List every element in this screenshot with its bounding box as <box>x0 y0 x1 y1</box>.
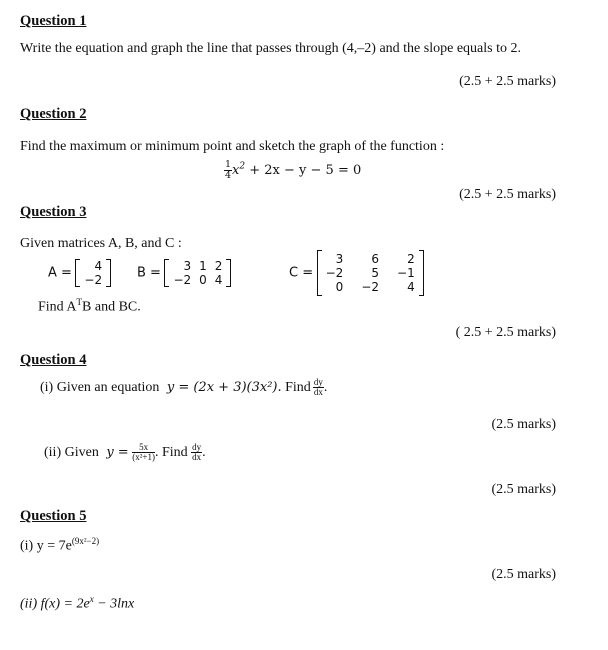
question-4-part-2-find: . Find <box>154 445 188 461</box>
matrix-b-cell: 0 <box>199 273 207 287</box>
question-5-part-2 <box>20 594 134 613</box>
question-3-find <box>38 297 141 316</box>
matrix-c-cell: 2 <box>407 252 415 266</box>
matrix-c-cell: 3 <box>335 252 344 266</box>
equation-rest: + 2x − y − 5 = 0 <box>249 162 362 178</box>
question-4-heading: Question 4 <box>20 352 87 368</box>
question-3-find-rest: B and BC. <box>82 299 141 315</box>
question-4-part-1: (i) Given an equation y = (2x + 3)(3x²). Find $\frac{dy}{dx}$ . <box>40 377 328 398</box>
transpose-superscript: T <box>76 297 83 307</box>
question-4-part-2-text: (ii) Given <box>44 445 99 461</box>
question-5-part-1-text: (i) y = 7e <box>20 538 72 554</box>
equation-x-squared: $x^2$ <box>232 161 246 178</box>
matrix-c-cell: 6 <box>371 252 380 266</box>
question-4-part-2-fraction <box>132 443 155 463</box>
matrix-c <box>289 250 424 296</box>
question-5-part-1-exponent: (9x²−2) <box>71 536 100 546</box>
question-4-part-2: (ii) Given y = $\frac{5x}{\text{(x²+1)}}$ . Find $\frac{dy}{dx}$ . <box>44 442 206 463</box>
matrix-b-cell: 2 <box>214 259 223 273</box>
question-3-find-text: Find A <box>38 299 77 315</box>
matrix-c-cell: 0 <box>335 280 344 294</box>
matrix-c-table <box>322 252 419 294</box>
fraction-numerator: 5x <box>132 443 155 453</box>
fraction-denominator: (x²+1) <box>132 452 155 463</box>
matrix-a-cell: 4 <box>94 259 103 273</box>
equation-fraction: $\frac{1}{4}$ <box>225 159 232 181</box>
question-2-text: Find the maximum or minimum point and sketch the graph of the function : <box>20 139 445 154</box>
matrix-c-cell: −2 <box>361 280 380 294</box>
question-5-part-1-marks: (2.5 marks) <box>491 567 556 582</box>
matrix-c-cell: 4 <box>407 280 415 294</box>
question-4-part-2-marks: (2.5 marks) <box>491 482 556 497</box>
matrix-c-cell: 5 <box>371 266 380 280</box>
matrix-b-cell: 3 <box>183 259 192 273</box>
derivative-fraction <box>191 443 202 463</box>
matrix-b-label: B = <box>137 265 161 281</box>
matrix-c-label: C = <box>289 265 314 281</box>
question-2-equation <box>224 160 361 181</box>
matrix-a-table <box>80 259 106 287</box>
matrix-b-table <box>169 259 226 287</box>
question-3-intro: Given matrices A, B, and C : <box>20 236 182 251</box>
question-5-part-1 <box>20 536 99 555</box>
question-3-heading: Question 3 <box>20 204 87 220</box>
question-5-heading: Question 5 <box>20 508 87 524</box>
question-5-part-2-text: (ii) f(x) = 2e <box>20 596 90 612</box>
question-4-part-1-find: Find <box>285 380 311 396</box>
question-3-marks: ( 2.5 + 2.5 marks) <box>455 325 556 340</box>
matrix-c-cell: −2 <box>325 266 344 280</box>
dx-label: dx <box>192 452 202 463</box>
question-2-heading: Question 2 <box>20 106 87 122</box>
question-1-text: Write the equation and graph the line that passes through (4,–2) and the slope equals to 2. <box>20 41 521 56</box>
matrix-a-right-bracket <box>106 259 111 287</box>
question-4-part-1-text: (i) Given an equation <box>40 380 160 396</box>
question-4-part-2-y: y = <box>106 445 129 461</box>
matrix-c-cell: −1 <box>397 266 415 280</box>
matrix-b-right-bracket <box>226 259 231 287</box>
matrix-a-cell: −2 <box>84 273 103 287</box>
matrix-c-right-bracket <box>419 250 424 296</box>
matrix-a <box>48 259 111 287</box>
question-5-part-2-exponent: x <box>89 594 94 604</box>
dx-label: dx <box>313 387 323 398</box>
question-4-part-1-equation: y = (2x + 3)(3x²). <box>166 380 282 396</box>
matrix-b-cell: −2 <box>173 273 192 287</box>
matrix-b-cell: 1 <box>199 259 207 273</box>
matrix-b-cell: 4 <box>214 273 223 287</box>
dy-label: dy <box>313 377 323 387</box>
dy-label: dy <box>192 442 202 452</box>
matrix-b <box>137 259 231 287</box>
matrix-a-label: A = <box>48 265 72 281</box>
derivative-fraction <box>313 378 324 398</box>
question-4-part-1-marks: (2.5 marks) <box>491 417 556 432</box>
question-1-heading: Question 1 <box>20 13 87 29</box>
question-5-part-2-rest: − 3lnx <box>93 596 135 612</box>
question-1-marks: (2.5 + 2.5 marks) <box>459 74 556 89</box>
question-2-marks: (2.5 + 2.5 marks) <box>459 187 556 202</box>
